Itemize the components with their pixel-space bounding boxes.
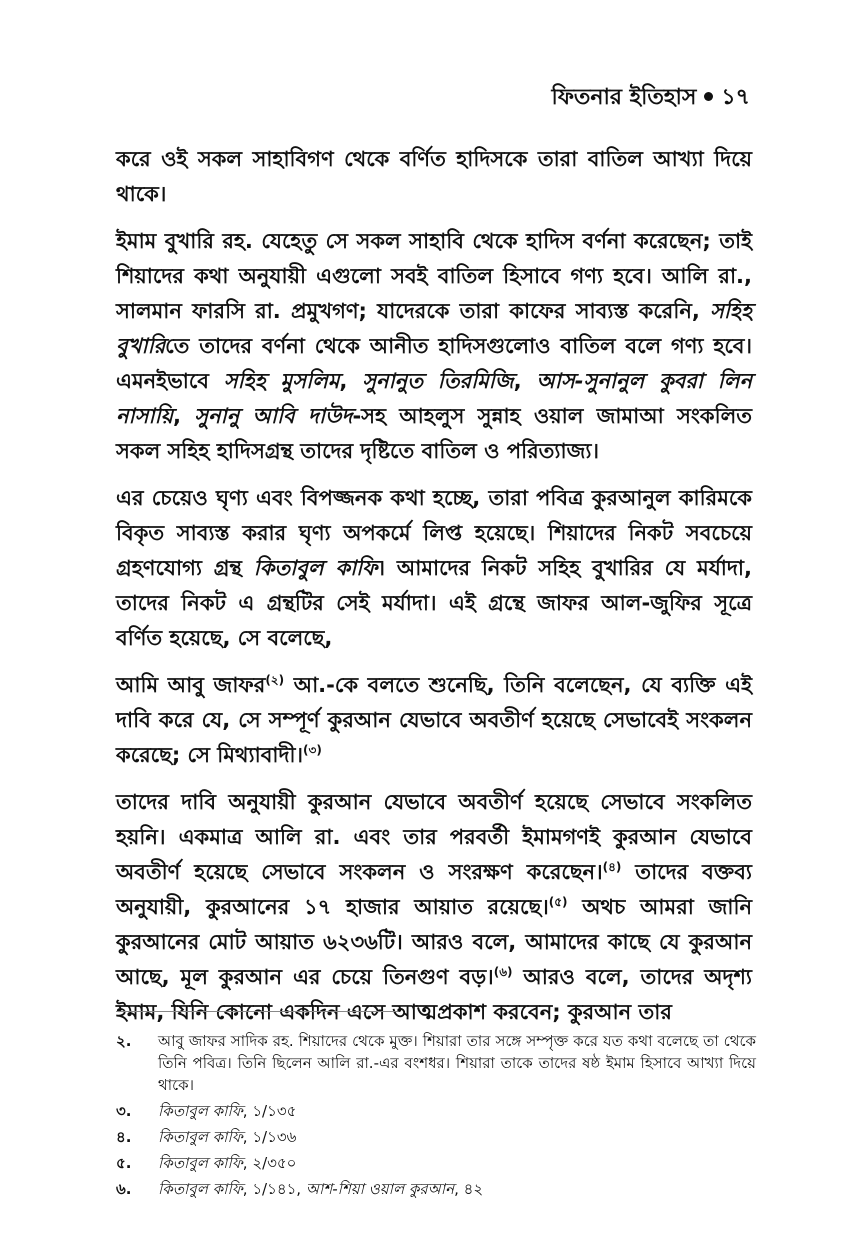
header-title: ফিতনার ইতিহাস <box>551 85 697 110</box>
paragraph-1: করে ওই সকল সাহাবিগণ থেকে বর্ণিত হাদিসকে তারা বাতিল আখ্যা দিয়ে থাকে। <box>116 147 752 206</box>
paragraph-4-quote <box>116 668 752 773</box>
reference: , ১/১৩৬ <box>242 1128 297 1146</box>
footnote-ref[interactable]: (৩) <box>303 743 322 757</box>
book-title: আস-সুনানুল কুবরা লিন নাসায়ি <box>116 369 752 428</box>
footnote-ref[interactable]: (৪) <box>602 860 622 874</box>
page-number: ১৭ <box>721 85 750 110</box>
footnote-divider <box>116 1011 398 1012</box>
book-title: কিতাবুল কাফি <box>158 1102 243 1120</box>
footnote-item <box>116 1126 756 1148</box>
text-run: আ.-কে বলতে শুনেছি, তিনি বলেছেন, যে ব্যক্তি এই দাবি করে যে, সে সম্পূর্ণ কুরআন যেভাবে অবতীর্ণ হয়েছে সেভাবেই সংকলন করেছে; সে মিথ্যাবাদী। <box>116 673 752 767</box>
reference: , ৪২ <box>454 1180 484 1198</box>
book-title: সহিহ মুসলিম <box>223 369 340 393</box>
book-title: কিতাবুল কাফি <box>158 1154 243 1172</box>
main-text <box>116 142 752 1042</box>
reference: , ১/১৩৫ <box>242 1102 297 1120</box>
footnotes <box>116 1030 756 1204</box>
text-run: আরও বলে, তাদের অদৃশ্য ইমাম, যিনি কোনো একদিন এসে আত্মপ্রকাশ করবেন; কুরআন তার <box>116 965 752 1024</box>
book-title: সহিহ বুখারি <box>116 299 752 358</box>
book-title: কিতাবুল কাফি <box>158 1180 243 1198</box>
text-run: । আমাদের নিকট সহিহ বুখারির যে মর্যাদা, তাদের নিকট এ গ্রন্থটির সেই মর্যাদা। এই গ্রন্থে জাফর আল-জুফির সূত্রে বর্ণিত হয়েছে, সে বলেছে, <box>116 556 752 650</box>
footnote-number: ৬. <box>116 1180 132 1198</box>
footnote-text <box>158 1178 756 1200</box>
text-run: , <box>172 404 195 428</box>
text-run: অথচ আমরা জানি কুরআনের মোট আয়াত ৬২৩৬টি। আরও বলে, আমাদের কাছে যে কুরআন আছে, মূল কুরআন এর চেয়ে তিনগুণ বড়। <box>116 895 752 989</box>
footnote-item <box>116 1152 756 1174</box>
text-run: এর চেয়েও ঘৃণ্য এবং বিপজ্জনক কথা হচ্ছে, তারা পবিত্র কুরআনুল কারিমকে বিকৃত সাব্যস্ত করার ঘৃণ্য অপকর্মে লিপ্ত হয়েছে। শিয়াদের নিকট সবচেয়ে গ্রহণযোগ্য গ্রন্থ <box>116 486 752 580</box>
footnote-number: ২. <box>116 1032 132 1050</box>
book-title: আশ-শিয়া ওয়াল কুরআন <box>305 1180 455 1198</box>
footnote-text <box>158 1152 756 1174</box>
paragraph-5 <box>116 785 752 1030</box>
text-run: , <box>339 369 363 393</box>
running-header <box>552 80 750 117</box>
footnote-ref[interactable]: (৫) <box>548 895 568 909</box>
text-run: তাদের দাবি অনুযায়ী কুরআন যেভাবে অবতীর্ণ হয়েছে সেভাবে সংকলিত হয়নি। একমাত্র আলি রা. এবং তার পরবর্তী ইমামগণই কুরআন যেভাবে অবতীর্ণ হয়েছে সেভাবে সংকলন ও সংরক্ষণ করেছেন। <box>116 790 752 884</box>
footnote-ref[interactable]: (২) <box>265 673 285 687</box>
paragraph-3 <box>116 481 752 656</box>
footnote-item <box>116 1030 756 1096</box>
book-title: কিতাবুল কাফি <box>158 1128 243 1146</box>
footnote-ref[interactable]: (৬) <box>493 965 513 979</box>
paragraph-2 <box>116 224 752 469</box>
footnote-text: আবু জাফর সাদিক রহ. শিয়াদের থেকে মুক্ত। শিয়ারা তার সঙ্গে সম্পৃক্ত করে যত কথা বলেছে তা থেকে তিনি পবিত্র। তিনি ছিলেন আলি রা.-এর বংশধর। শিয়ারা তাকে তাদের ষষ্ঠ ইমাম হিসাবে আখ্যা দিয়ে থাকে। <box>158 1032 756 1094</box>
book-title: কিতাবুল কাফি <box>253 556 378 580</box>
reference: , ২/৩৫০ <box>242 1154 297 1172</box>
text-run: আমি আবু জাফর <box>116 673 266 697</box>
footnote-item <box>116 1178 756 1200</box>
text-run: -সহ আহলুস সুন্নাহ ওয়াল জামাআ সংকলিত সকল সহিহ হাদিসগ্রন্থ তাদের দৃষ্টিতে বাতিল ও পরিত্যাজ্য। <box>116 404 753 463</box>
footnote-text <box>158 1126 756 1148</box>
book-title: সুনানু আবি দাউদ <box>194 404 353 428</box>
footnote-number: ৪. <box>116 1128 132 1146</box>
book-title: সুনানুত তিরমিজি <box>362 369 514 393</box>
text-run: তে তাদের বর্ণনা থেকে আনীত হাদিসগুলোও বাতিল বলে গণ্য হবে। এমনইভাবে <box>116 334 752 393</box>
footnote-number: ৩. <box>116 1102 132 1120</box>
text-run: তাদের বক্তব্য অনুযায়ী, কুরআনের ১৭ হাজার আয়াত রয়েছে। <box>116 860 752 919</box>
reference: , ১/১৪১, <box>242 1180 306 1198</box>
text-run: , <box>513 369 537 393</box>
text-run: ইমাম বুখারি রহ. যেহেতু সে সকল সাহাবি থেকে হাদিস বর্ণনা করেছেন; তাই শিয়াদের কথা অনুযায়ী এগুলো সবই বাতিল হিসাবে গণ্য হবে। আলি রা., সালমান ফারসি রা. প্রমুখগণ; যাদেরকে তারা কাফের সাব্যস্ত করেনি, <box>116 229 752 323</box>
footnote-item <box>116 1100 756 1122</box>
footnote-number: ৫. <box>116 1154 132 1172</box>
footnote-text <box>158 1100 756 1122</box>
bullet-dot-icon <box>704 92 713 101</box>
